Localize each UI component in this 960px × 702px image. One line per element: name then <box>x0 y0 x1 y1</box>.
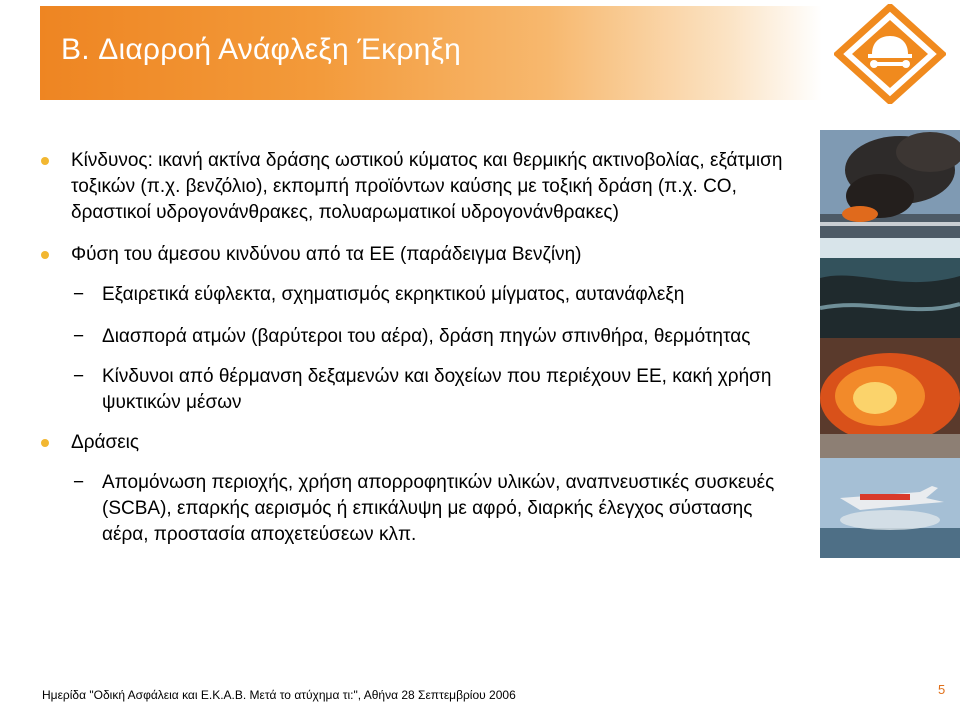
sub-bullet-isolation <box>40 470 800 548</box>
photo-strip <box>820 130 960 558</box>
slide-title: B. Διαρροή Ανάφλεξη Έκρηξη <box>61 33 462 66</box>
bullet-risk <box>40 148 800 226</box>
bullet-dot-icon <box>41 157 49 165</box>
sub-bullet-text: Απομόνωση περιοχής, χρήση απορροφητικών υλικών, αναπνευστικές συσκευές (SCBA), επαρκής αερισμός ή επικάλυψη με αφρό, διαρκής έλεγχος σύστασης αέρα, προστασία αποχετεύσεων κλπ. <box>102 472 775 545</box>
sub-bullet-text: Εξαιρετικά εύφλεκτα, σχηματισμός εκρηκτικού μίγματος, αυτανάφλεξη <box>102 284 685 305</box>
sub-bullet-flammable <box>40 282 800 308</box>
footer-text: Ημερίδα "Οδική Ασφάλεια και Ε.Κ.Α.Β. Μετά το ατύχημα τι:", Αθήνα 28 Σεπτεμβρίου 2006 <box>42 688 516 702</box>
bullet-text: Δράσεις <box>71 432 140 453</box>
dash-icon: − <box>73 284 85 305</box>
sub-bullet-text: Διασπορά ατμών (βαρύτεροι του αέρα), δράση πηγών σπινθήρα, θερμότητας <box>102 326 751 347</box>
bullet-actions <box>40 430 800 456</box>
bullet-text: Κίνδυνος: ικανή ακτίνα δράσης ωστικού κύματος και θερμικής ακτινοβολίας, εξάτμιση τοξικών (π.χ. βενζόλιο), εκπομπή προϊόντων καύσης με τοξική δράση (π.χ. CO, δραστικοί υδρογονάνθρακες, πολυαρωματικοί υδρογονάνθρακες) <box>71 150 783 223</box>
sub-bullet-tank-heating <box>40 364 800 416</box>
page-number: 5 <box>938 682 946 697</box>
dash-icon: − <box>73 326 85 347</box>
fire-flames-photo <box>820 338 960 458</box>
bullet-dot-icon <box>41 251 49 259</box>
dash-icon: − <box>73 366 85 387</box>
bullet-list <box>40 148 800 548</box>
firefighting-aircraft-photo <box>820 458 960 558</box>
flammable-hazard-diamond-icon <box>834 4 946 104</box>
dash-icon: − <box>73 472 85 493</box>
bullet-dot-icon <box>41 439 49 447</box>
sub-bullet-text: Κίνδυνοι από θέρμανση δεξαμενών και δοχείων που περιέχουν ΕΕ, κακή χρήση ψυκτικών μέσων <box>102 366 772 413</box>
smoke-plume-photo <box>820 130 960 238</box>
sub-bullet-vapor <box>40 324 800 350</box>
bullet-hazard-nature <box>40 242 800 268</box>
bullet-text: Φύση του άμεσου κινδύνου από τα ΕΕ (παράδειγμα Βενζίνη) <box>71 244 582 265</box>
oil-slick-sea-photo <box>820 238 960 338</box>
